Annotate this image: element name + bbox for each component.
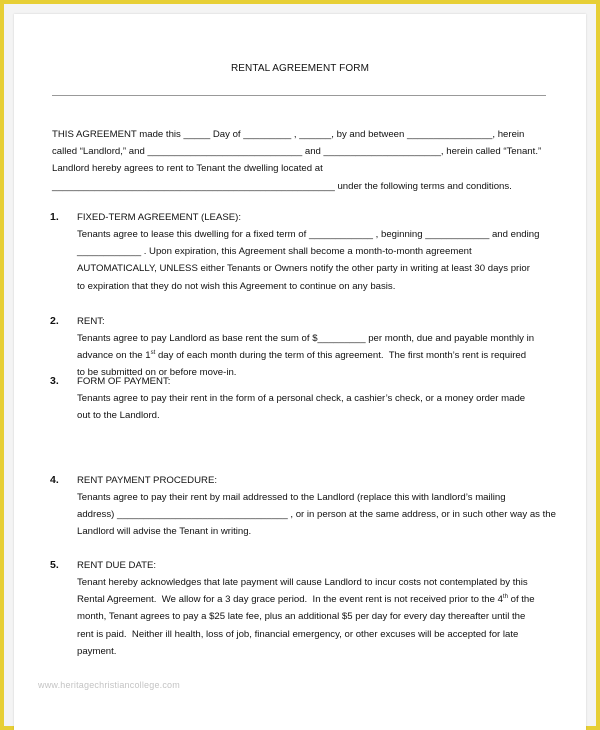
section-line: Landlord will advise the Tenant in writing. (77, 526, 252, 538)
section-heading: RENT PAYMENT PROCEDURE: (77, 475, 218, 486)
section-line: to be submitted on or before move-in. (77, 367, 237, 379)
section-number: 4. (50, 474, 59, 486)
section-line: AUTOMATICALLY, UNLESS either Tenants or Owners notify the other party in writing at least 30 days prior (77, 263, 530, 275)
section-number: 1. (50, 211, 59, 223)
section-line: Tenants agree to pay Landlord as base rent the sum of $_________ per month, due and payable monthly in (77, 333, 535, 344)
section-line: Rental Agreement. We allow for a 3 day grace period. In the event rent is not received prior to the 4th of the (77, 594, 535, 606)
section-fixed-term (50, 209, 550, 295)
section-heading: RENT DUE DATE: (77, 560, 157, 571)
section-number: 2. (50, 315, 59, 327)
section-heading: RENT: (77, 316, 105, 327)
section-line: advance on the 1st day of each month during the term of this agreement. The first month’s rent is required (77, 350, 527, 362)
intro-paragraph (52, 126, 552, 195)
section-heading: FORM OF PAYMENT: (77, 376, 171, 387)
section-form-of-payment (50, 373, 550, 424)
title-divider (52, 95, 546, 96)
section-line: to expiration that they do not wish this Agreement to continue on any basis. (77, 280, 396, 292)
intro-line: called “Landlord,” and _____________________________ and ______________________, herein called “Tenant.” (52, 146, 542, 158)
section-number: 3. (50, 375, 59, 387)
section-line: month, Tenant agrees to pay a $25 late fee, plus an additional $5 per day for every day thereafter until the (77, 611, 526, 623)
section-line: out to the Landlord. (77, 410, 160, 422)
intro-line: Landlord hereby agrees to rent to Tenant the dwelling located at (52, 163, 323, 175)
section-heading: FIXED-TERM AGREEMENT (LEASE): (77, 212, 242, 223)
section-line: rent is paid. Neither ill health, loss of job, financial emergency, or other excuses will be accepted for late (77, 628, 519, 640)
section-line: ____________ . Upon expiration, this Agreement shall become a month-to-month agreement (77, 246, 472, 258)
section-line: Tenant hereby acknowledges that late payment will cause Landlord to incur costs not contemplated by this (77, 577, 528, 588)
watermark-text: www.heritagechristiancollege.com (38, 680, 180, 690)
section-rent (50, 313, 550, 382)
intro-line: _____________________________________________________ under the following terms and conditions. (52, 180, 512, 192)
section-line: payment. (77, 645, 117, 657)
section-line: Tenants agree to pay their rent by mail addressed to the Landlord (replace this with landlord’s mailing (77, 492, 506, 503)
section-line: address) ________________________________ , or in person at the same address, or in such other way as the (77, 509, 556, 521)
intro-line: THIS AGREEMENT made this _____ Day of _________ , ______, by and between ________________, herein (52, 129, 525, 140)
section-rent-due-date (50, 557, 550, 660)
section-line: Tenants agree to lease this dwelling for a fixed term of ____________ , beginning ____________ and ending (77, 229, 540, 240)
section-number: 5. (50, 559, 59, 571)
section-rent-payment-procedure (50, 472, 556, 541)
document-title: RENTAL AGREEMENT FORM (230, 63, 370, 74)
section-line: Tenants agree to pay their rent in the form of a personal check, a cashier’s check, or a money order made (77, 393, 526, 404)
